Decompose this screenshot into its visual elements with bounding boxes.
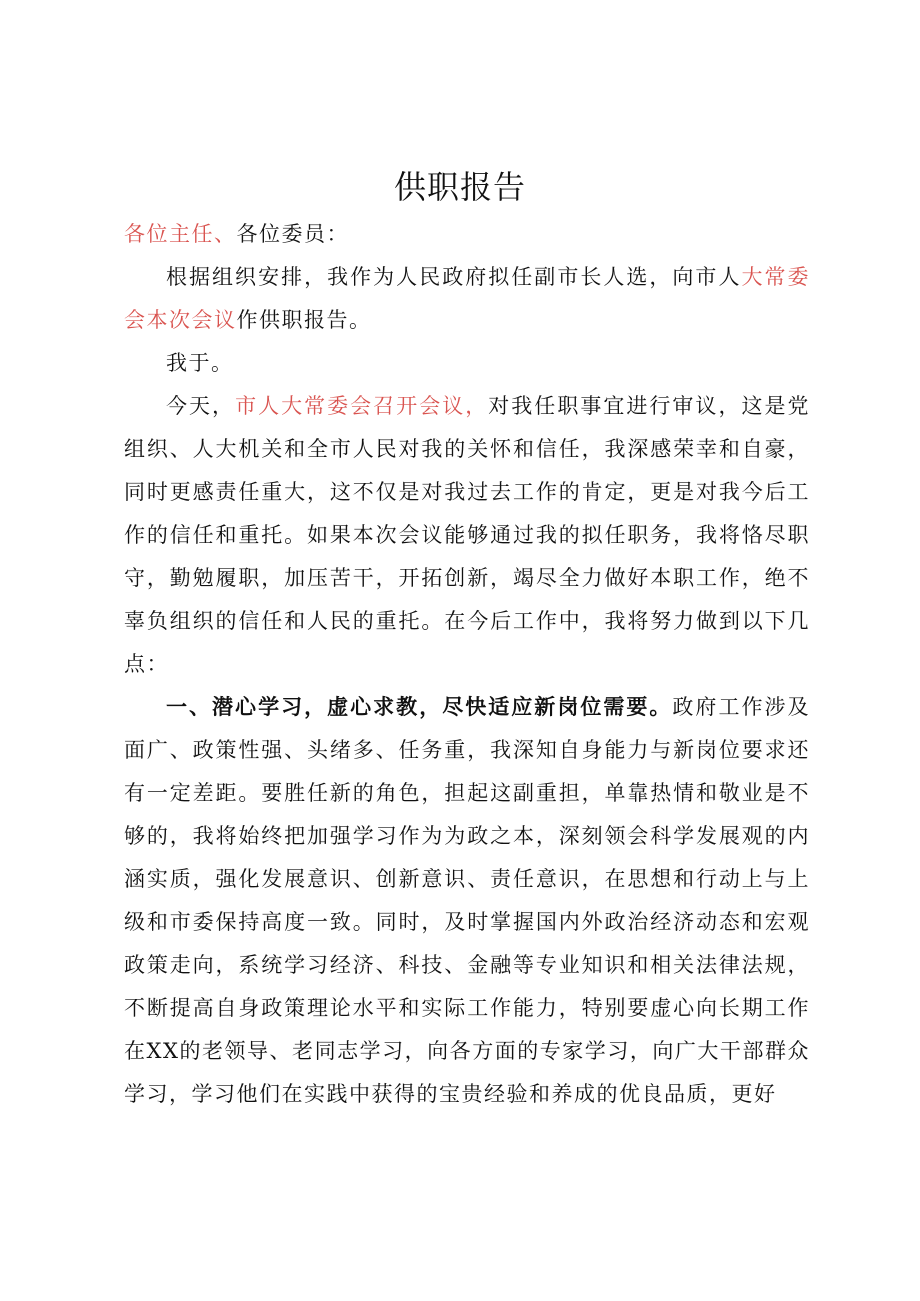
- paragraph-3-before: 今天，: [166, 394, 236, 418]
- document-title: 供职报告: [393, 168, 526, 206]
- paragraph-1: [124, 256, 810, 342]
- section-heading: 一、潜心学习，虚心求教，尽快适应新岗位需要。: [166, 695, 673, 719]
- document-body: [124, 213, 810, 1116]
- paragraph-3-highlight: 市人大常委会召开会议，: [235, 394, 489, 418]
- paragraph-1-before: 根据组织安排，我作为人民政府拟任副市长人选，向市人: [166, 265, 742, 289]
- paragraph-4-text: 政府工作涉及面广、政策性强、头绪多、任务重，我深知自身能力与新岗位要求还有一定差距。要胜任新的角色，担起这副重担，单靠热情和敬业是不够的，我将始终把加强学习作为为政之本，深刻领会科学发展观的内涵实质，强化发展意识、创新意识、责任意识，在思想和行动上与上级和市委保持高度一致。同时，及时掌握国内外政治经济动态和宏观政策走向，系统学习经济、科技、金融等专业知识和相关法律法规，不断提高自身政策理论水平和实际工作能力，特别要虚心向长期工作在XX的老领导、老同志学习，向各方面的专家学习，向广大干部群众学习，学习他们在实践中获得的宝贵经验和养成的优良品质，更好: [124, 695, 810, 1106]
- paragraph-1-after: 作供职报告。: [236, 308, 372, 332]
- paragraph-1-highlight: 大常委会本次会议: [124, 265, 811, 332]
- salutation-rest: 各位委员：: [236, 222, 349, 246]
- salutation-highlight: 各位主任、: [124, 222, 237, 246]
- paragraph-3-after: 对我任职事宜进行审议，这是党组织、人大机关和全市人民对我的关怀和信任，我深感荣幸和自豪，同时更感责任重大，这不仅是对我过去工作的肯定，更是对我今后工作的信任和重托。如果本次会议能够通过我的拟任职务，我将恪尽职守，勤勉履职，加压苦干，开拓创新，竭尽全力做好本职工作，绝不辜负组织的信任和人民的重托。在今后工作中，我将努力做到以下几点：: [124, 394, 811, 676]
- paragraph-2: 我于。: [166, 351, 234, 375]
- paragraph-3: [124, 385, 810, 686]
- paragraph-4: [124, 686, 810, 1116]
- salutation: [124, 213, 810, 256]
